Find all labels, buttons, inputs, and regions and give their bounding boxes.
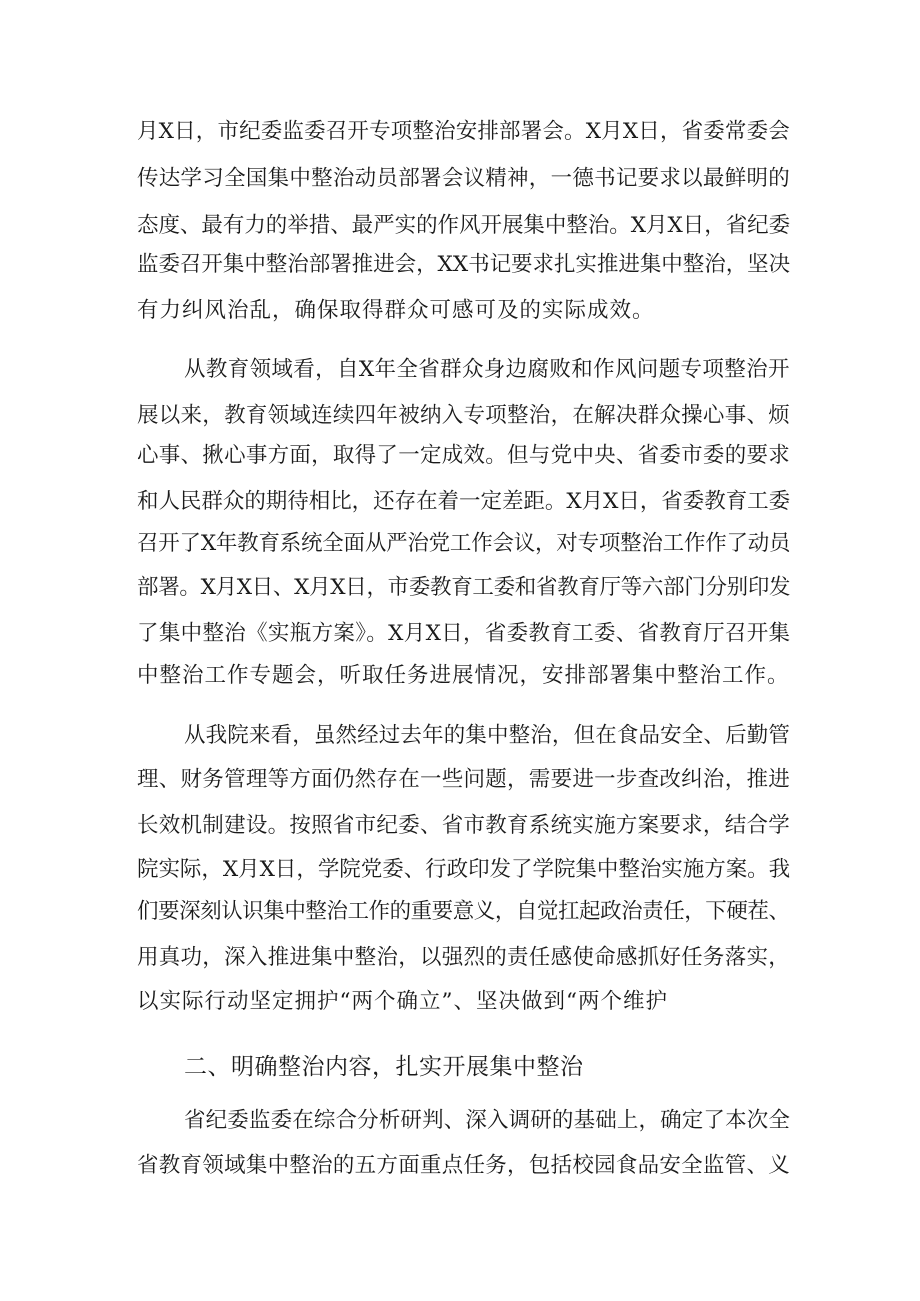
text-line: 监委召开集中整治部署推进会，XX书记要求扎实推进集中整治，坚决 xyxy=(137,252,791,277)
text-line: 态度、最有力的举措、最严实的作风开展集中整治。X月X日，省纪委 xyxy=(137,213,791,238)
text-line: 们要深刻认识集中整治工作的重要意义，自觉扛起政治责任，下硬茬、 xyxy=(137,899,790,924)
text-line: 省纪委监委在综合分析研判、深入调研的基础上，确定了本次全 xyxy=(184,1108,791,1133)
text-line: 长效机制建设。按照省市纪委、省市教育系统实施方案要求，结合学 xyxy=(137,813,791,838)
text-line: 传达学习全国集中整治动员部署会议精神，一德书记要求以最鲜明的 xyxy=(137,166,791,191)
text-line: 中整治工作专题会，听取任务进展情况，安排部署集中整治工作。 xyxy=(137,663,790,688)
text-line: 了集中整治《实瓶方案》。X月X日，省委教育工委、省教育厅召开集 xyxy=(137,621,791,646)
text-line: 省教育领域集中整治的五方面重点任务，包括校园食品安全监管、义 xyxy=(137,1153,791,1178)
text-line: 理、财务管理等方面仍然存在一些问题，需要进一步查改纠治，推进 xyxy=(137,767,791,792)
text-line: 心事、揪心事方面，取得了一定成效。但与党中央、省委市委的要求 xyxy=(137,443,791,468)
text-line: 院实际，X月X日，学院党委、行政印发了学院集中整治实施方案。我 xyxy=(137,857,791,882)
text-line: 以实际行动坚定拥护“两个确立”、坚决做到“两个维护 xyxy=(137,989,668,1014)
text-line: 有力纠风治乱，确保取得群众可感可及的实际成效。 xyxy=(137,298,655,323)
text-line: 从教育领域看，自X年全省群众身边腐败和作风问题专项整治开 xyxy=(184,357,790,382)
section-heading: 二、明确整治内容，扎实开展集中整治 xyxy=(184,1054,584,1080)
text-line: 召开了X年教育系统全面从严治党工作会议，对专项整治工作作了动员 xyxy=(137,531,791,556)
text-line: 和人民群众的期待相比，还存在着一定差距。X月X日，省委教育工委 xyxy=(137,489,791,514)
text-line: 展以来，教育领域连续四年被纳入专项整治，在解决群众操心事、烦 xyxy=(137,403,791,428)
text-line: 从我院来看，虽然经过去年的集中整治，但在食品安全、后勤管 xyxy=(184,723,791,748)
text-line: 部署。X月X日、X月X日，市委教育工委和省教育厅等六部门分别印发 xyxy=(137,575,791,600)
text-line: 用真功，深入推进集中整治，以强烈的责任感使命感抓好任务落实， xyxy=(137,945,791,970)
text-line: 月X日，市纪委监委召开专项整治安排部署会。X月X日，省委常委会 xyxy=(137,119,790,144)
